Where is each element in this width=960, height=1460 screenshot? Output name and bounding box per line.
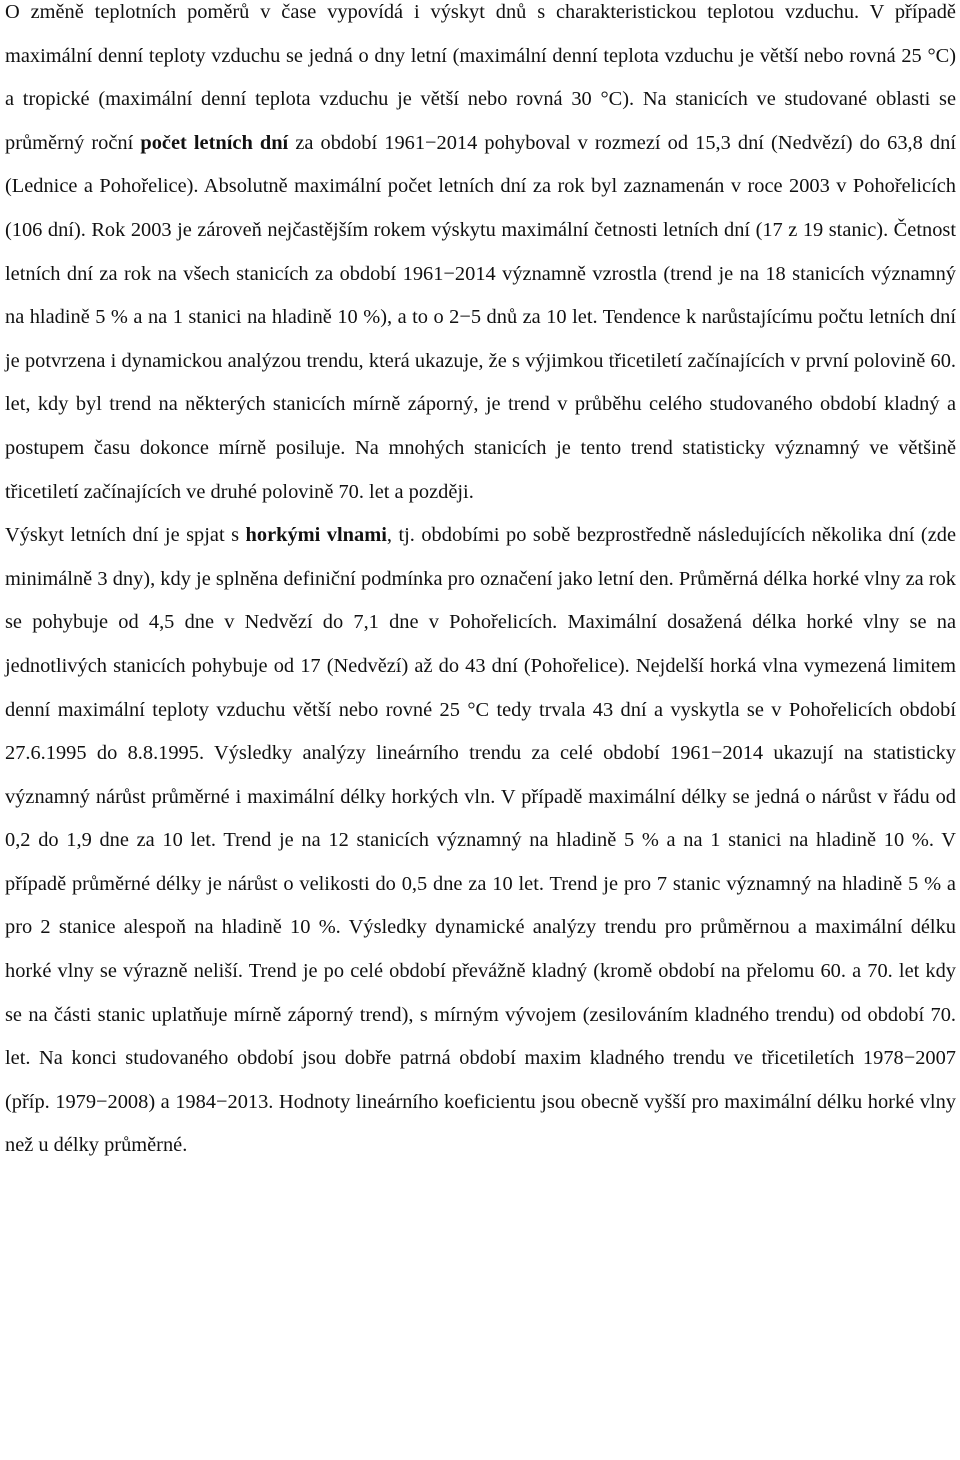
emphasis-summer-days-count: počet letních dní [140,131,289,154]
paragraph-summer-days [5,0,956,514]
text-run: za období 1961−2014 pohyboval v rozmezí od 15,3 dní (Nedvězí) do 63,8 dní (Lednice a Pohořelice). Absolutně maximální počet letních dní za rok byl zaznamenán v roce 2003 v Pohořelicích (106 dní). Rok 2003 je zároveň nejčastějším rokem výskytu maximální četnosti letních dní (17 z 19 stanic). Četnost letních dní za rok na všech stanicích za období 1961−2014 významně vzrostla (trend je na 18 stanicích významný na hladině 5 % a na 1 stanici na hladině 10 %), a to o 2−5 dnů za 10 let. Tendence k narůstajícímu počtu letních dní je potvrzena i dynamickou analýzou trendu, která ukazuje, že s výjimkou třicetiletí začínajících v první polovině 60. let, kdy byl trend na některých stanicích mírně záporný, je trend v průběhu celého studovaného období kladný a postupem času dokonce mírně posiluje. Na mnohých stanicích je tento trend statisticky významný ve většině třicetiletí začínajících ve druhé polovině 70. let a později. [5,131,956,503]
text-run: Výskyt letních dní je spjat s [5,524,246,547]
text-run: , tj. obdobími po sobě bezprostředně následujících několika dní (zde minimálně 3 dny), kdy je splněna definiční podmínka pro označení jako letní den. Průměrná délka horké vlny za rok se pohybuje od 4,5 dne v Nedvězí do 7,1 dne v Pohořelicích. Maximální dosažená délka horké vlny se na jednotlivých stanicích pohybuje od 17 (Nedvězí) až do 43 dní (Pohořelice). Nejdelší horká vlna vymezená limitem denní maximální teploty vzduchu větší nebo rovné 25 °C tedy trvala 43 dní a vyskytla se v Pohořelicích období 27.6.1995 do 8.8.1995. Výsledky analýzy lineárního trendu za celé období 1961−2014 ukazují na statisticky významný nárůst průměrné i maximální délky horkých vln. V případě maximální délky se jedná o nárůst v řádu od 0,2 do 1,9 dne za 10 let. Trend je na 12 stanicích významný na hladině 5 % a na 1 stanici na hladině 10 %. V případě průměrné délky je nárůst o velikosti do 0,5 dne za 10 let. Trend je pro 7 stanic významný na hladině 5 % a pro 2 stanice alespoň na hladině 10 %. Výsledky dynamické analýzy trendu pro průměrnou a maximální délku horké vlny se výrazně neliší. Trend je po celé období převážně kladný (kromě období na přelomu 60. a 70. let kdy se na části stanic uplatňuje mírně záporný trend), s mírným vývojem (zesilováním kladného trendu) od období 70. let. Na konci studovaného období jsou dobře patrná období maxim kladného trendu ve třicetiletích 1978−2007 (příp. 1979−2008) a 1984−2013. Hodnoty lineárního koeficientu jsou obecně vyšší pro maximální délku horké vlny než u délky průměrné. [5,524,956,1157]
text-run: O změně teplotních poměrů v čase vypovídá i výskyt dnů s charakteristickou teplotou vzduchu. V případě maximální denní teploty vzduchu se jedná o dny letní (maximální denní teplota vzduchu je větší nebo rovná 25 °C) a tropické (maximální denní teplota vzduchu je větší nebo rovná 30 °C). Na stanicích ve studované oblasti se průměrný roční [5,1,956,154]
paragraph-heat-waves [5,514,956,1168]
emphasis-heat-waves: horkými vlnami [245,524,387,547]
